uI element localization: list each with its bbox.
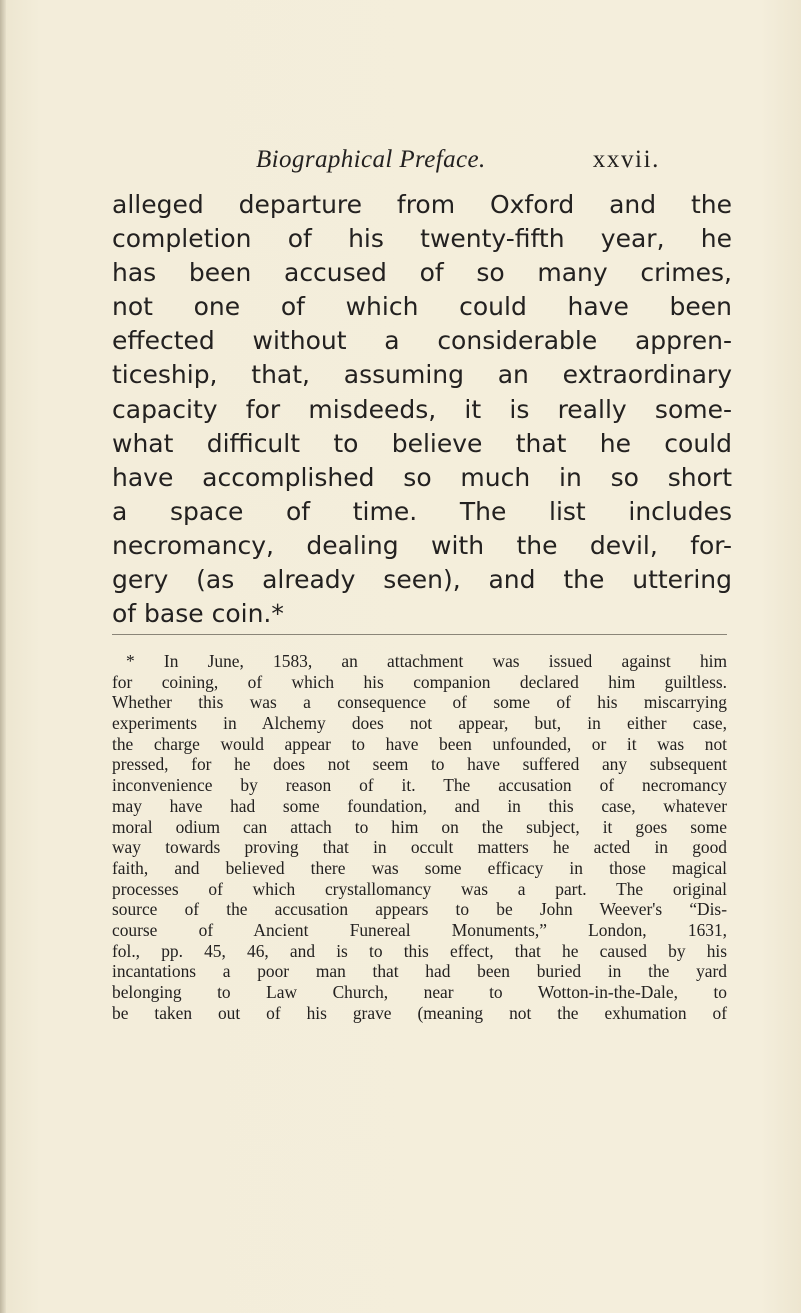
running-head-title: Biographical Preface.: [256, 146, 486, 173]
footnote-line: pressed, for he does not seem to have suffered any subsequent: [112, 754, 727, 775]
body-line: not one of which could have been: [112, 292, 732, 322]
footnote-line: for coining, of which his companion declared him guiltless.: [112, 671, 727, 692]
body-line: completion of his twenty-fifth year, he: [112, 224, 732, 254]
footnote: [112, 651, 727, 1023]
footnote-line: processes of which crystallomancy was a part. The original: [112, 878, 727, 899]
footnote-line: experiments in Alchemy does not appear, but, in either case,: [112, 713, 727, 734]
body-line: has been accused of so many crimes,: [112, 258, 732, 288]
body-line: necromancy, dealing with the devil, for-: [112, 530, 732, 560]
body-line: ticeship, that, assuming an extraordinary: [112, 360, 732, 390]
body-line: what difficult to believe that he could: [112, 428, 732, 458]
body-line: have accomplished so much in so short: [112, 462, 732, 492]
footnote-line: way towards proving that in occult matters he acted in good: [112, 837, 727, 858]
body-line: alleged departure from Oxford and the: [112, 190, 732, 219]
footnote-line: course of Ancient Funereal Monuments,” London, 1631,: [112, 919, 727, 940]
footnote-line: the charge would appear to have been unfounded, or it was not: [112, 733, 727, 754]
page-number: xxvii.: [592, 146, 660, 173]
body-line: effected without a considerable appren-: [112, 326, 732, 356]
footnote-line: source of the accusation appears to be John Weever's “Dis-: [112, 899, 727, 920]
footnote-line: fol., pp. 45, 46, and is to this effect, that he caused by his: [112, 940, 727, 961]
footnote-line: * In June, 1583, an attachment was issued against him: [126, 651, 727, 671]
body-line: capacity for misdeeds, it is really some-: [112, 394, 732, 424]
running-head: [200, 146, 680, 178]
footnote-line: faith, and believed there was some efficacy in those magical: [112, 857, 727, 878]
footnote-line: be taken out of his grave (meaning not the exhumation of: [112, 1002, 727, 1023]
footnote-divider: [112, 634, 727, 635]
footnote-line: belonging to Law Church, near to Wotton-in-the-Dale, to: [112, 982, 727, 1002]
body-paragraph: [112, 188, 732, 631]
footnote-line: inconvenience by reason of it. The accusation of necromancy: [112, 775, 727, 796]
footnote-line: Whether this was a consequence of some of his miscarrying: [112, 692, 727, 713]
page-edge-shadow: [0, 0, 6, 1313]
footnote-line: moral odium can attach to him on the subject, it goes some: [112, 816, 727, 837]
body-line: of base coin.*: [112, 599, 284, 629]
body-line: gery (as already seen), and the uttering: [112, 565, 732, 595]
footnote-line: incantations a poor man that had been buried in the yard: [112, 961, 727, 982]
body-line: a space of time. The list includes: [112, 496, 732, 526]
footnote-line: may have had some foundation, and in this case, whatever: [112, 795, 727, 816]
